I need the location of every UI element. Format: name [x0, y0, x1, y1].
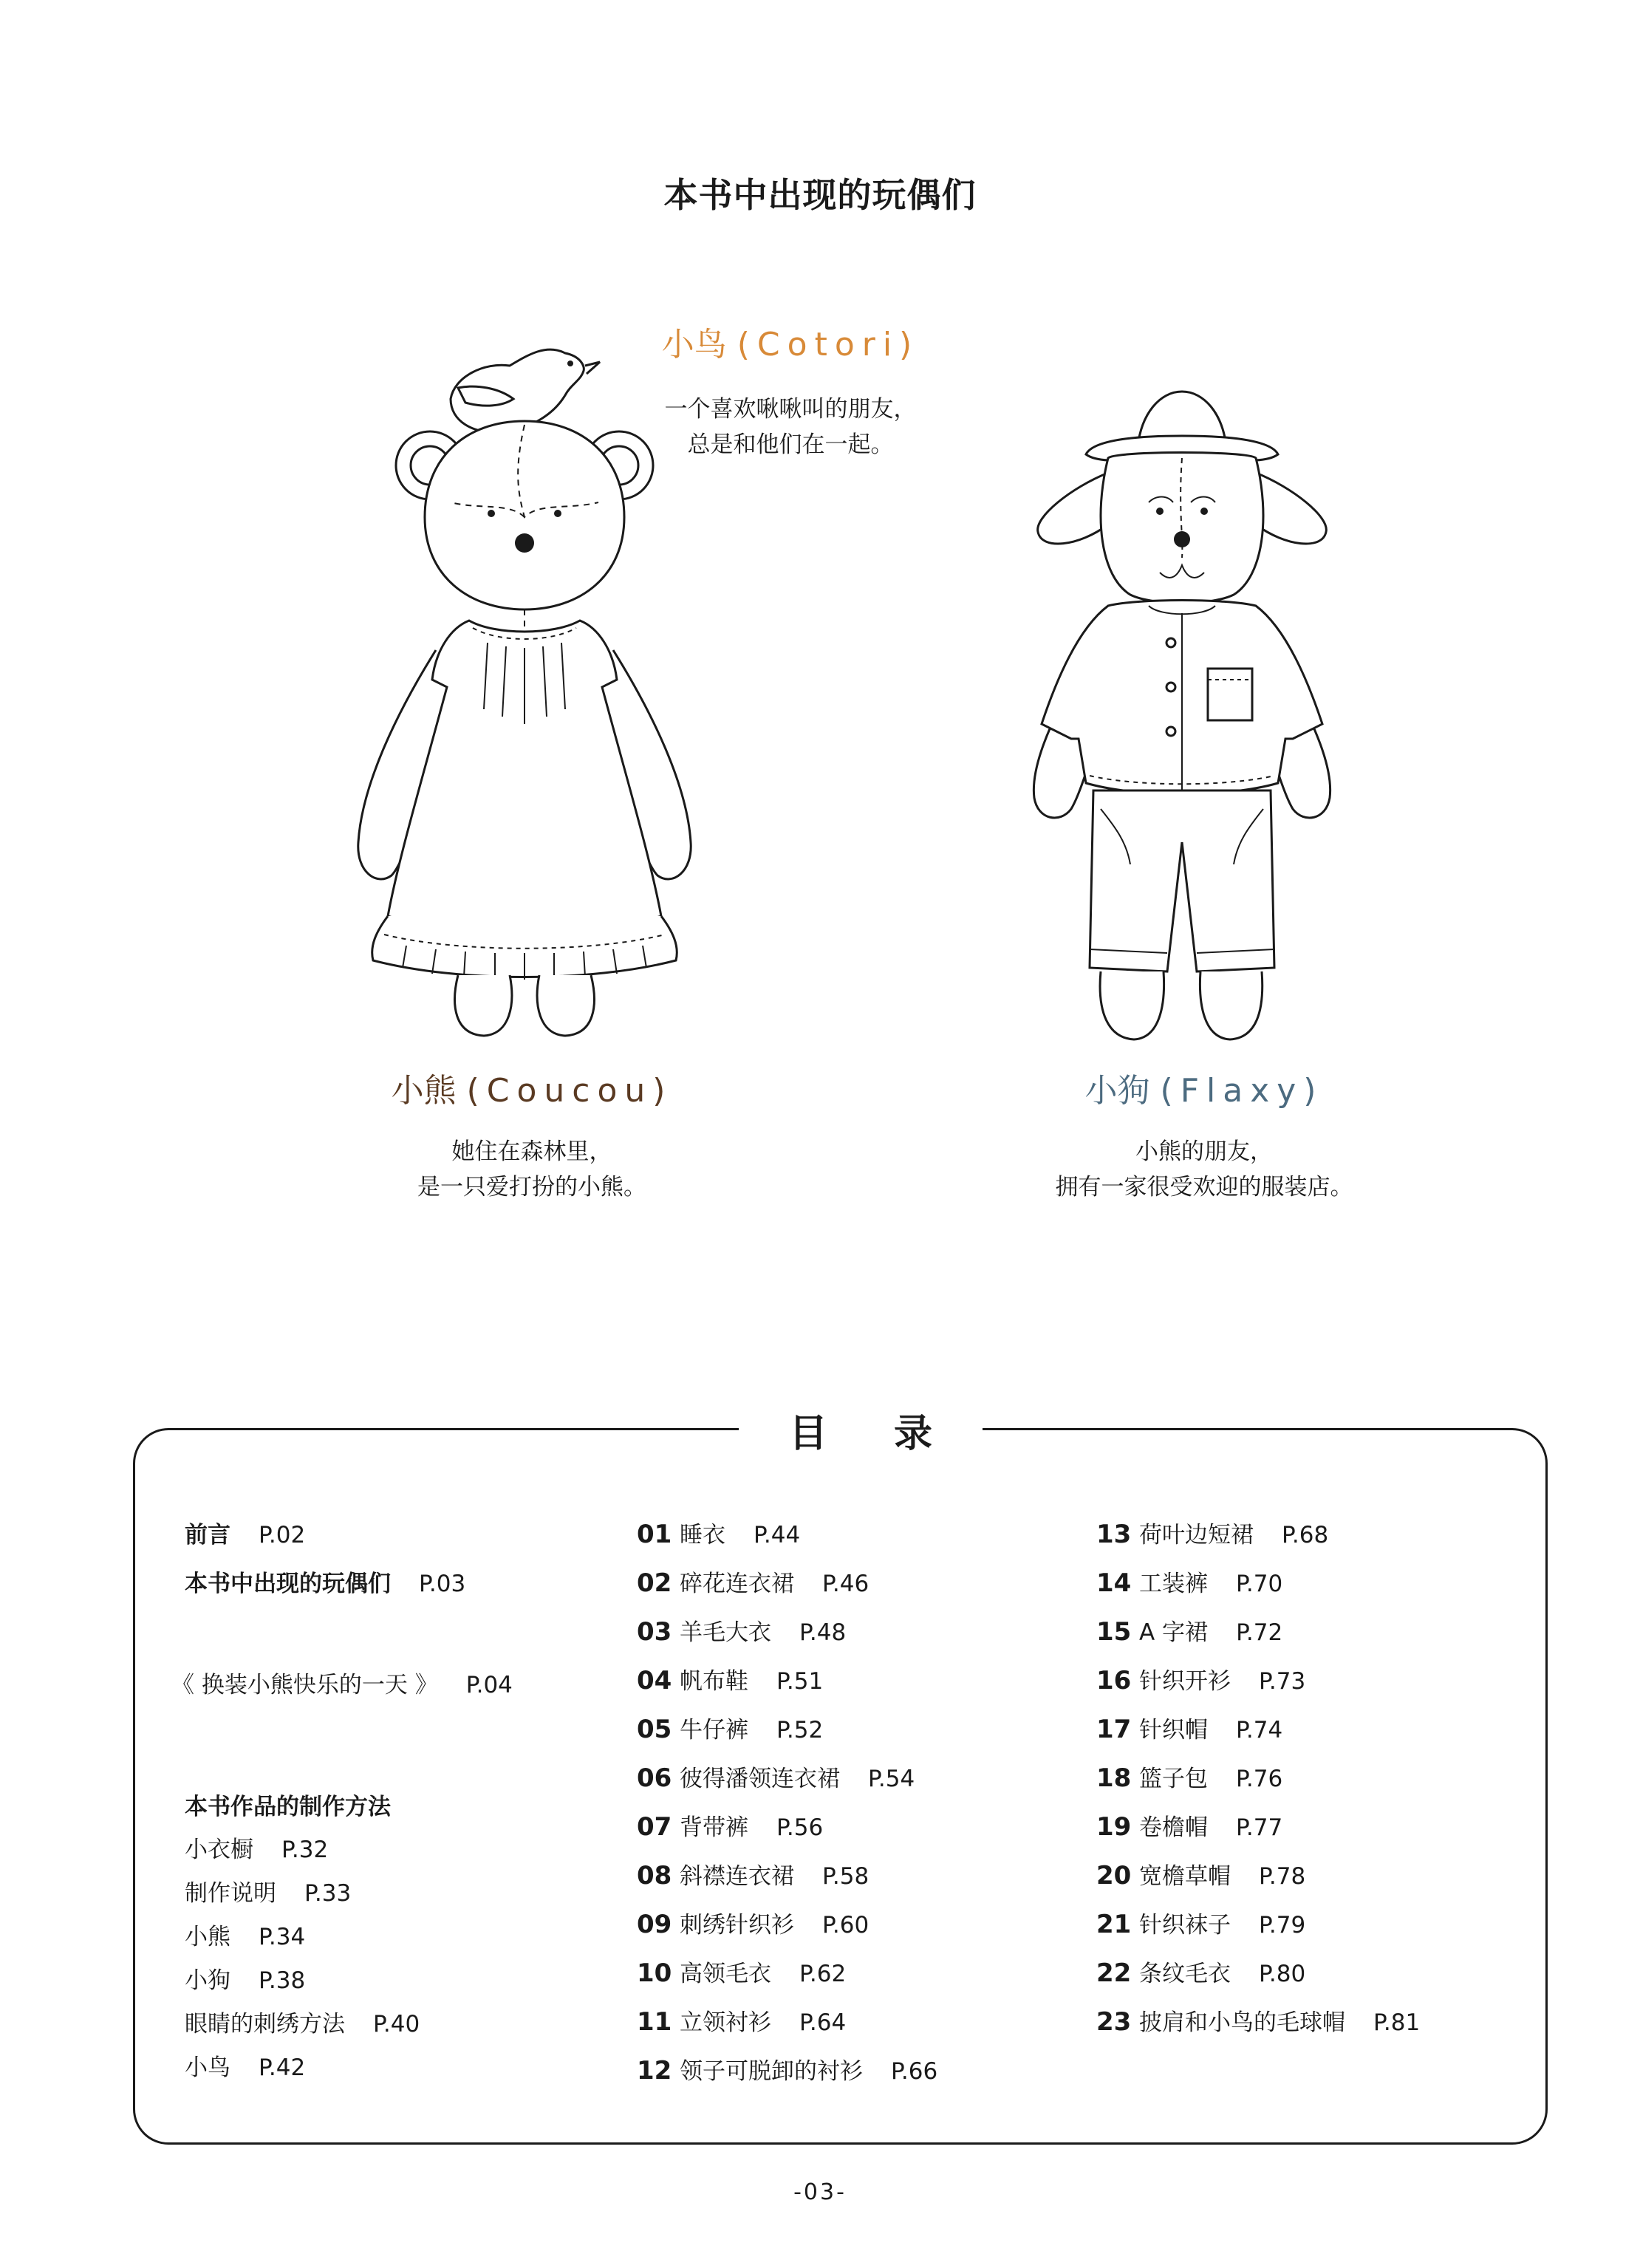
toc-entry[interactable]	[171, 1666, 513, 1699]
bear-name-en: (Coucou)	[466, 1072, 673, 1110]
bird-name	[650, 318, 931, 365]
toc-entry[interactable]	[637, 2052, 937, 2086]
toc-entry-page: P.44	[754, 1522, 801, 1548]
toc-entry-label: 本书中出现的玩偶们	[185, 1571, 391, 1597]
toc-entry-page: P.52	[776, 1717, 824, 1743]
toc-entry-label: 本书作品的制作方法	[185, 1794, 391, 1820]
toc-entry-page: P.79	[1259, 1912, 1306, 1939]
toc-entry-label: 睡衣	[680, 1522, 725, 1548]
toc-entry-page: P.42	[259, 2054, 306, 2081]
toc-entry-page: P.66	[891, 2058, 938, 2085]
toc-entry-label: 碎花连衣裙	[680, 1571, 794, 1597]
toc-entry[interactable]	[637, 1955, 846, 1988]
dog-name-cn: 小狗	[1084, 1072, 1150, 1110]
toc-entry[interactable]	[1096, 1955, 1305, 1988]
toc-entry-page: P.58	[822, 1863, 869, 1890]
toc-entry-page: P.60	[822, 1912, 869, 1939]
toc-entry-label: 牛仔裤	[680, 1717, 748, 1743]
bird-illustration	[451, 349, 600, 432]
page-number: -03-	[793, 2179, 847, 2205]
toc-entry-page: P.80	[1259, 1961, 1306, 1987]
bird-name-cn: 小鸟	[661, 326, 727, 363]
bear-desc-line: 是一只爱打扮的小熊。	[417, 1174, 646, 1200]
toc-entry-page: P.34	[259, 1924, 306, 1950]
toc-entry-page: P.03	[419, 1571, 466, 1597]
toc-entry[interactable]	[185, 2049, 305, 2082]
toc-entry-page: P.77	[1236, 1814, 1283, 1841]
toc-entry[interactable]	[637, 1662, 823, 1695]
toc-entry-number: 06	[637, 1763, 672, 1793]
toc-entry-label: 立领衬衫	[680, 2009, 771, 2036]
toc-entry[interactable]	[1096, 2004, 1420, 2037]
toc-entry[interactable]	[185, 1918, 305, 1951]
toc-entry-label: 小衣橱	[185, 1837, 253, 1863]
bear-name	[347, 1064, 717, 1111]
toc-entry[interactable]	[185, 1874, 351, 1907]
toc-entry-label: 彼得潘领连衣裙	[680, 1766, 840, 1792]
toc-entry-number: 02	[637, 1568, 672, 1598]
toc-entry-label: 小熊	[185, 1924, 230, 1950]
toc-entry-page: P.62	[799, 1961, 847, 1987]
toc-title: 目 录	[788, 1412, 960, 1456]
toc-section-heading	[185, 1788, 391, 1821]
toc-entry-label: 小狗	[185, 1967, 230, 1994]
toc-entry[interactable]	[185, 1961, 305, 1995]
toc-entry-page: P.02	[259, 1522, 306, 1548]
toc-entry-page: P.51	[776, 1668, 824, 1695]
toc-entry-page: P.40	[373, 2011, 420, 2038]
toc-entry[interactable]	[637, 1808, 823, 1842]
toc-entry[interactable]	[1096, 1662, 1305, 1695]
toc-entry-label: 《 换装小熊快乐的一天 》	[171, 1672, 438, 1698]
toc-entry-page: P.32	[281, 1837, 329, 1863]
toc-entry-label: 针织开衫	[1139, 1668, 1231, 1695]
toc-entry-label: 条纹毛衣	[1139, 1961, 1231, 1987]
toc-entry[interactable]	[1096, 1565, 1282, 1598]
toc-entry[interactable]	[1096, 1613, 1282, 1647]
bird-name-en: (Cotori)	[737, 326, 920, 363]
toc-entry-label: 针织帽	[1139, 1717, 1208, 1743]
dog-desc-line: 小熊的朋友，	[1135, 1138, 1273, 1165]
toc-entry-number: 14	[1096, 1568, 1132, 1598]
bird-description	[606, 392, 975, 462]
toc-entry[interactable]	[1096, 1516, 1328, 1549]
toc-entry-page: P.74	[1236, 1717, 1283, 1743]
toc-entry-label: 小鸟	[185, 2054, 230, 2081]
toc-entry-page: P.81	[1373, 2009, 1421, 2036]
bear-description	[347, 1134, 717, 1205]
dog-desc-line: 拥有一家很受欢迎的服装店。	[1055, 1174, 1353, 1200]
dog-doll-illustration	[990, 384, 1374, 1049]
toc-entry-page: P.04	[465, 1672, 513, 1698]
toc-entry-label: 领子可脱卸的衬衫	[680, 2058, 863, 2085]
toc-entry-page: P.33	[304, 1880, 352, 1907]
toc-entry[interactable]	[637, 1857, 869, 1890]
toc-entry[interactable]	[637, 1565, 869, 1598]
toc-entry[interactable]	[637, 1516, 800, 1549]
toc-entry[interactable]	[185, 1831, 328, 1864]
toc-entry-label: 宽檐草帽	[1139, 1863, 1231, 1890]
toc-entry-page: P.76	[1236, 1766, 1283, 1792]
toc-entry[interactable]	[185, 1565, 465, 1598]
toc-entry-page: P.64	[799, 2009, 847, 2036]
toc-entry-label: 高领毛衣	[680, 1961, 771, 1987]
dog-description	[983, 1134, 1426, 1205]
toc-entry-label: A 字裙	[1139, 1619, 1209, 1646]
toc-entry-page: P.54	[868, 1766, 915, 1792]
dog-name	[1019, 1064, 1389, 1111]
bird-desc-line: 总是和他们在一起。	[687, 431, 894, 458]
toc-entry-label: 篮子包	[1139, 1766, 1208, 1792]
toc-entry-page: P.72	[1236, 1619, 1283, 1646]
toc-entry-number: 07	[637, 1812, 672, 1842]
dog-name-en: (Flaxy)	[1160, 1072, 1324, 1110]
bear-name-cn: 小熊	[391, 1072, 457, 1110]
toc-entry-number: 01	[637, 1520, 672, 1549]
bear-desc-line: 她住在森林里，	[451, 1138, 612, 1165]
toc-entry-number: 05	[637, 1715, 672, 1744]
toc-entry-number: 18	[1096, 1763, 1132, 1793]
toc-entry-label: 背带裤	[680, 1814, 748, 1841]
toc-entry-page: P.46	[822, 1571, 869, 1597]
toc-entry[interactable]	[1096, 1808, 1282, 1842]
toc-entry-number: 10	[637, 1958, 672, 1988]
toc-entry[interactable]	[185, 2005, 420, 2038]
toc-entry-page: P.56	[776, 1814, 824, 1841]
toc-entry-number: 19	[1096, 1812, 1132, 1842]
toc-entry-number: 03	[637, 1617, 672, 1647]
toc-entry-page: P.78	[1259, 1863, 1306, 1890]
toc-entry[interactable]	[1096, 1906, 1305, 1939]
toc-entry-number: 17	[1096, 1715, 1132, 1744]
bird-desc-line: 一个喜欢啾啾叫的朋友，	[664, 396, 917, 423]
toc-entry-label: 荷叶边短裙	[1139, 1522, 1254, 1548]
toc-entry[interactable]	[637, 1760, 915, 1793]
toc-entry[interactable]	[1096, 1857, 1305, 1890]
toc-entry[interactable]	[1096, 1711, 1282, 1744]
toc-entry[interactable]	[637, 2004, 846, 2037]
toc-entry[interactable]	[637, 1711, 823, 1744]
toc-entry-page: P.73	[1259, 1668, 1306, 1695]
page-title: 本书中出现的玩偶们	[663, 175, 977, 215]
toc-entry-page: P.48	[799, 1619, 847, 1646]
toc-entry-label: 羊毛大衣	[680, 1619, 771, 1646]
toc-entry-number: 04	[637, 1666, 672, 1695]
toc-entry-label: 披肩和小鸟的毛球帽	[1139, 2009, 1345, 2036]
toc-entry-number: 22	[1096, 1958, 1132, 1988]
toc-entry[interactable]	[637, 1613, 846, 1647]
toc-entry-label: 眼睛的刺绣方法	[185, 2011, 345, 2038]
toc-entry-label: 刺绣针织衫	[680, 1912, 794, 1939]
toc-entry[interactable]	[185, 1516, 305, 1549]
toc-entry-number: 16	[1096, 1666, 1132, 1695]
toc-entry-label: 卷檐帽	[1139, 1814, 1208, 1841]
toc-entry-number: 21	[1096, 1910, 1132, 1939]
toc-entry-number: 13	[1096, 1520, 1132, 1549]
toc-entry-page: P.70	[1236, 1571, 1283, 1597]
toc-entry-page: P.68	[1282, 1522, 1329, 1548]
toc-entry-label: 前言	[185, 1522, 230, 1548]
toc-entry[interactable]	[1096, 1760, 1282, 1793]
toc-entry-number: 12	[637, 2056, 672, 2086]
toc-entry-number: 09	[637, 1910, 672, 1939]
toc-entry-page: P.38	[259, 1967, 306, 1994]
toc-entry[interactable]	[637, 1906, 869, 1939]
toc-entry-label: 帆布鞋	[680, 1668, 748, 1695]
toc-entry-number: 23	[1096, 2007, 1132, 2037]
toc-entry-label: 工装裤	[1139, 1571, 1208, 1597]
toc-entry-label: 斜襟连衣裙	[680, 1863, 794, 1890]
toc-entry-number: 20	[1096, 1861, 1132, 1890]
toc-entry-number: 08	[637, 1861, 672, 1890]
toc-entry-number: 15	[1096, 1617, 1132, 1647]
toc-entry-label: 针织袜子	[1139, 1912, 1231, 1939]
toc-entry-number: 11	[637, 2007, 672, 2037]
toc-entry-label: 制作说明	[185, 1880, 276, 1907]
